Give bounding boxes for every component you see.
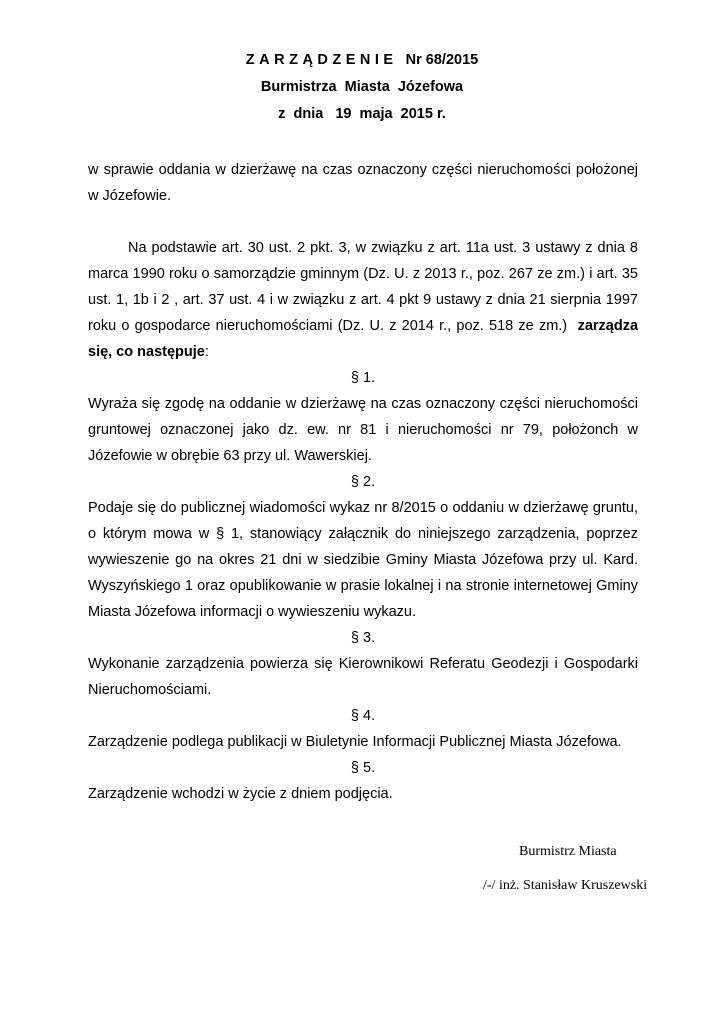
legal-basis-text: Na podstawie art. 30 ust. 2 pkt. 3, w związku z art. 11a ust. 3 ustawy z dnia 8 marca 1990 roku o samorządzie gminnym (Dz. U. z 2013 r., poz. 267 ze zm.) i art. 35 ust. 1, 1b i 2 , art. 37 ust. 4 i w związku z art. 4 pkt 9 ustawy z dnia 21 sierpnia 1997 roku o gospodarce nieruchomościami (Dz. U. z 2014 r., poz. 518 ze zm.) bbox=[88, 240, 638, 334]
section-4-heading: § 4. bbox=[350, 708, 376, 724]
section-3-heading: § 3. bbox=[350, 630, 376, 646]
subject: w sprawie oddania w dzierżawę na czas oznaczony części nieruchomości położonej w Józefowie. bbox=[88, 162, 638, 204]
subject-block bbox=[88, 157, 638, 209]
main-body bbox=[88, 235, 638, 807]
section-1-heading: § 1. bbox=[350, 370, 376, 386]
section-5-heading: § 5. bbox=[350, 760, 376, 776]
date-line: z dnia 19 maja 2015 r. bbox=[278, 106, 446, 122]
legal-basis bbox=[88, 235, 638, 365]
decision-phrase: zarządza się, co następuje bbox=[88, 318, 639, 360]
document-title bbox=[0, 47, 724, 73]
section-1-text: Wyraża się zgodę na oddanie w dzierżawę na czas oznaczony części nieruchomości gruntowej oznaczonej jako dz. ew. nr 81 i nieruchomości nr 79, położonch w Józefowie w obrębie 63 przy ul. Wawerskiej. bbox=[88, 396, 638, 464]
decision-colon: : bbox=[204, 344, 209, 360]
section-4-text: Zarządzenie podlega publikacji w Biuletynie Informacji Publicznej Miasta Józefowa. bbox=[88, 734, 622, 750]
section-2-text: Podaje się do publicznej wiadomości wykaz nr 8/2015 o oddaniu w dzierżawę gruntu, o którym mowa w § 1, stanowiący załącznik do niniejszego zarządzenia, poprzez wywieszenie go na okres 21 dni w siedzibie Gminy Miasta Józefowa przy ul. Kard. Wyszyńskiego 1 oraz opublikowanie w prasie lokalnej i na stronie internetowej Gminy Miasta Józefowa informacji o wywieszeniu wykazu. bbox=[88, 500, 638, 620]
section-2-heading: § 2. bbox=[350, 474, 376, 490]
signature-title: Burmistrz Miasta bbox=[519, 844, 617, 859]
title-word: ZARZĄDZENIE bbox=[245, 52, 398, 68]
signature-name: /-/ inż. Stanisław Kruszewski bbox=[483, 878, 648, 893]
title-number: Nr 68/2015 bbox=[405, 52, 479, 68]
section-5-text: Zarządzenie wchodzi w życie z dniem podjęcia. bbox=[88, 786, 393, 802]
issuer: Burmistrza Miasta Józefowa bbox=[260, 79, 464, 95]
section-3-text: Wykonanie zarządzenia powierza się Kierownikowi Referatu Geodezji i Gospodarki Nieruchomościami. bbox=[88, 656, 638, 698]
